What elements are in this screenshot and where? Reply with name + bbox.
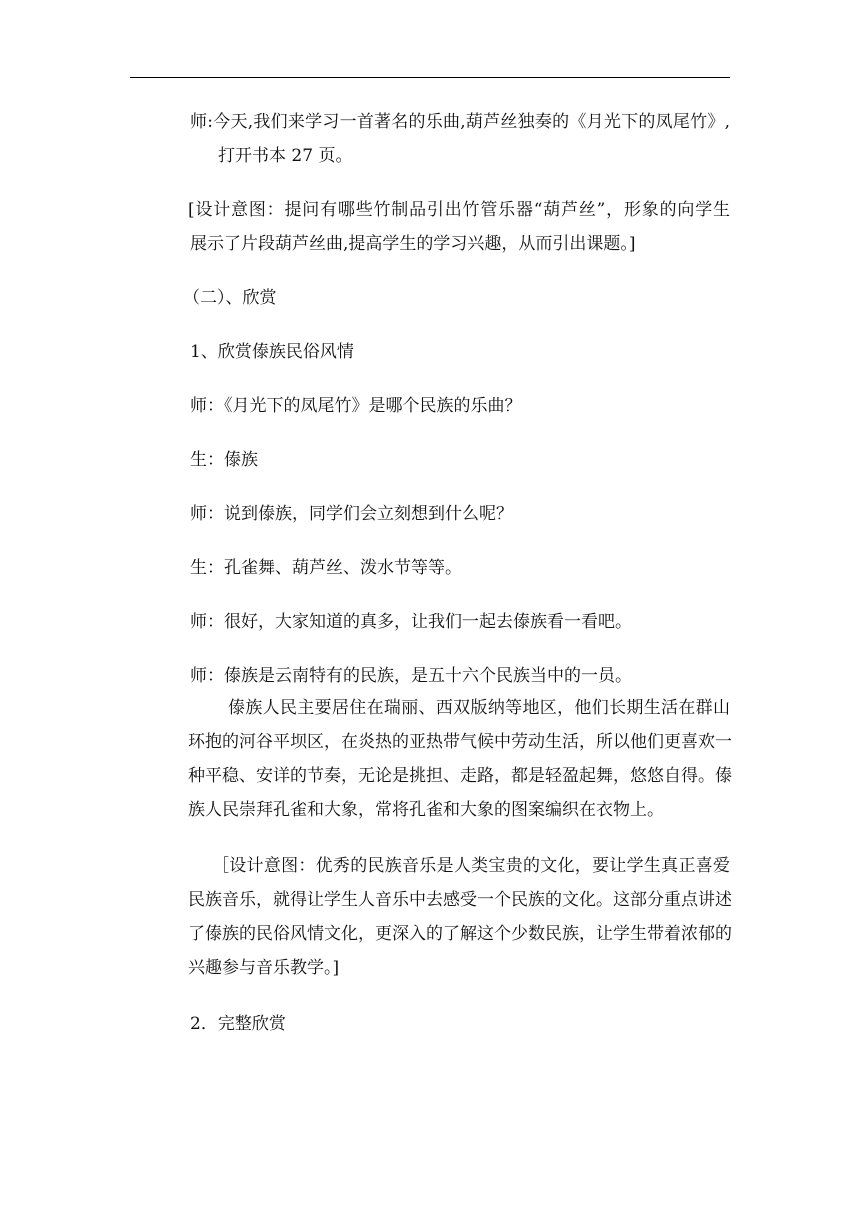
text-line: 师:今天,我们来学习一首著名的乐曲,葫芦丝独奏的《月光下的凤尾竹》, xyxy=(190,112,730,132)
text-line: 傣族人民主要居住在瑞丽、西双版纳等地区，他们长期生活在群山 xyxy=(228,698,730,718)
text-line: 师：《月光下的凤尾竹》是哪个民族的乐曲？ xyxy=(190,396,522,416)
text-line: 环抱的河谷平坝区，在炎热的亚热带气候中劳动生活，所以他们更喜欢一 xyxy=(188,732,732,752)
text-line: 民族音乐，就得让学生人音乐中去感受一个民族的文化。这部分重点讲述 xyxy=(188,890,732,910)
text-line: 师：说到傣族，同学们会立刻想到什么呢？ xyxy=(190,504,513,524)
text-line: 师：傣族是云南特有的民族，是五十六个民族当中的一员。 xyxy=(190,666,632,686)
text-line: 族人民崇拜孔雀和大象，常将孔雀和大象的图案编织在衣物上。 xyxy=(188,800,664,820)
text-line: 种平稳、安详的节奏，无论是挑担、走路，都是轻盈起舞，悠悠自得。傣 xyxy=(188,766,732,786)
section-heading: （二）、欣赏 xyxy=(183,288,277,308)
text-line: ［设计意图：优秀的民族音乐是人类宝贵的文化，要让学生真正喜爱 xyxy=(212,856,730,876)
text-line: 了傣族的民俗风情文化，更深入的了解这个少数民族，让学生带着浓郁的 xyxy=(188,924,732,944)
text-line: 打开书本 27 页。 xyxy=(218,146,353,166)
text-line: 兴趣参与音乐教学。] xyxy=(188,958,340,978)
subsection-heading: 2．完整欣赏 xyxy=(190,1014,286,1034)
text-line: 生：傣族 xyxy=(190,450,258,470)
text-line: 师：很好，大家知道的真多，让我们一起去傣族看一看吧。 xyxy=(190,612,632,632)
text-line: 展示了片段葫芦丝曲,提高学生的学习兴趣，从而引出课题。] xyxy=(190,234,636,254)
header-rule xyxy=(130,77,730,78)
text-line: [设计意图：提问有哪些竹制品引出竹管乐器“葫芦丝”，形象的向学生 xyxy=(188,200,730,220)
text-line: 生：孔雀舞、葫芦丝、泼水节等等。 xyxy=(190,558,462,578)
subsection-heading: 1、欣赏傣族民俗风情 xyxy=(190,342,354,362)
